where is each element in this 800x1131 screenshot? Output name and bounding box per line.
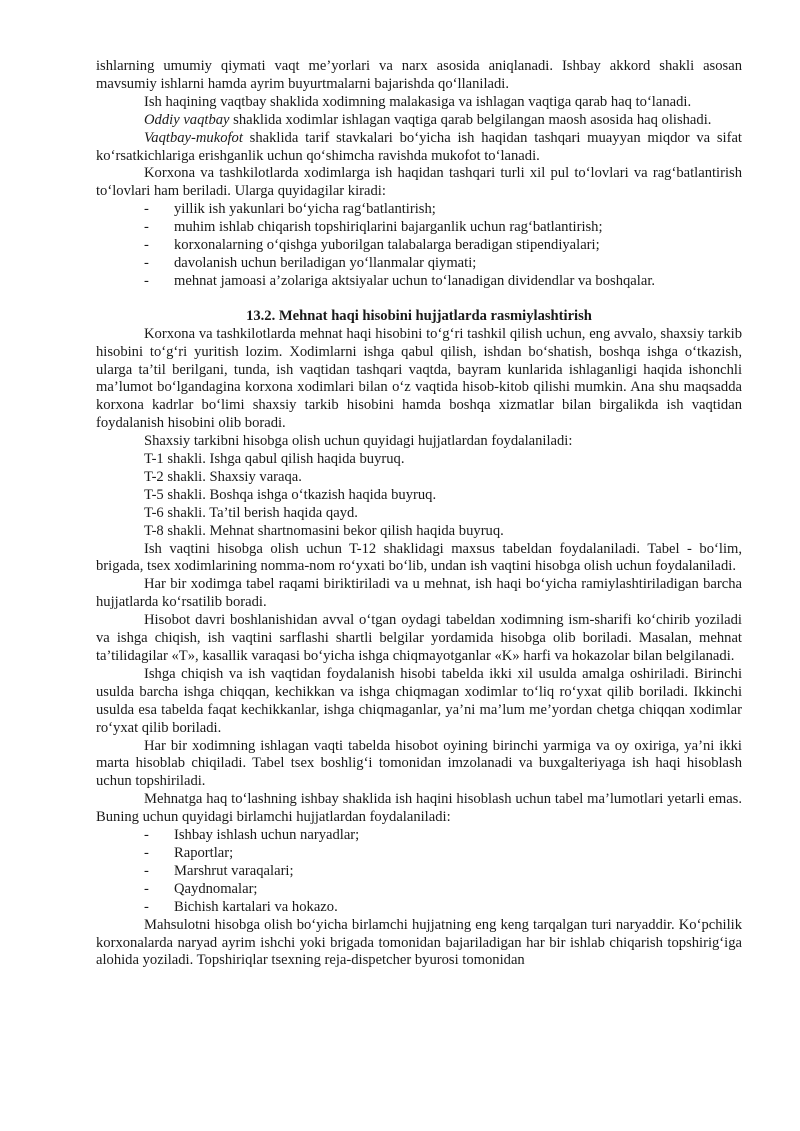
paragraph-akkord: ishlarning umumiy qiymati vaqt me’yorlari va narx asosida aniqlanadi. Ishbay akkord shakli asosan mavsumiy ishlarni hamda ayrim buyurtmalarni bajarishda qo‘llaniladi. <box>96 58 742 92</box>
form-line: T-6 shakli. Ta’til berish haqida qayd. <box>144 504 358 521</box>
paragraph-hujjatlar: Shaxsiy tarkibni hisobga olish uchun quyidagi hujjatlardan foydalaniladi: <box>144 433 573 450</box>
form-line: T-5 shakli. Boshqa ishga o‘tkazish haqida buyruq. <box>144 486 437 503</box>
term-oddiy-vaqtbay: Oddiy vaqtbay <box>144 111 230 128</box>
section-heading: 13.2. Mehnat haqi hisobini hujjatlarda rasmiylashtirish <box>246 307 592 324</box>
form-line: T-2 shakli. Shaxsiy varaqa. <box>144 468 302 485</box>
paragraph-hisobot-davri: Hisobot davri boshlanishidan avval o‘tgan oydagi tabeldan xodimning ism-sharifi ko‘chirib yoziladi va ishga chiqish, ish vaqtini sarflashi shartli belgilar yordamida hisobga olib boriladi. Masalan, mehnat ta’tilidagilar «T», kasallik varaqasi bo‘yicha ishga chiqmayotganlar «K» harfi va hokazolar bilan belgilanadi. <box>96 612 742 664</box>
payments-list <box>96 201 742 291</box>
paragraph-shaxsiy-tarkib: Korxona va tashkilotlarda mehnat haqi hisobini to‘g‘ri tashkil qilish uchun, eng avvalo, shaxsiy tarkib hisobini to‘g‘ri yuritish lozim. Xodimlarni ishga qabul qilish, ishdan bo‘shatish, boshqa ishga o‘tkazish, ularga ta’til berilgani, tunda, ish vaqtidan tashqari vaqtda, bayram kunlarida ishlaganligi haqida ishonchli ma’lumot bo‘lgandagina korxona xodimlari bilan o‘z vaqtida hisob-kitob qilishi mumkin. Ana shu maqsadda korxona kadrlar bo‘limi shaxsiy tarkib hisobini hamda boshqa xizmatlar bilan birgalikda ish vaqtidan foydalanish hisobini olib boradi. <box>96 325 742 432</box>
list-item: - Ishbay ishlash uchun naryadlar; <box>96 827 742 845</box>
paragraph-ikki-usul: Ishga chiqish va ish vaqtidan foydalanish hisobi tabelda ikki xil usulda amalga oshiriladi. Birinchi usulda barcha ishga chiqqan, kechikkan va ishga chiqmagan xodimlar to‘liq ro‘yxat qilib boriladi. Ikkinchi usulda esa tabelda faqat kechikkanlar, ishga chiqmaganlar, ya’ni ma’lum me’yordan chetga chiqqan xodimlar ro‘yxat qilib boriladi. <box>96 665 742 736</box>
list-item: - mehnat jamoasi a’zolariga aktsiyalar uchun to‘lanadigan dividendlar va boshqalar. <box>96 273 742 291</box>
paragraph-ishlagan-vaqt: Har bir xodimning ishlagan vaqti tabelda hisobot oyining birinchi yarmiga va oy oxiriga, ya’ni ikki marta hisoblab chiqiladi. Tabel tsex boshlig‘i tomonidan imzolanadi va buxgalteriyaga ish haqi hisoblash uchun topshiriladi. <box>96 737 742 790</box>
list-item: - korxonalarning o‘qishga yuborilgan talabalarga beradigan stipendiyalari; <box>96 237 742 255</box>
paragraph-tabel-raqami: Har bir xodimga tabel raqami biriktiriladi va u mehnat, ish haqi bo‘yicha ramiylashtiriladigan barcha hujjatlarda ko‘rsatilib boradi. <box>96 576 742 611</box>
paragraph-vaqtbay-mukofot <box>96 130 742 166</box>
paragraph-ishbay: Mehnatga haq to‘lashning ishbay shaklida ish haqini hisoblash uchun tabel ma’lumotlari yetarli emas. Buning uchun quyidagi birlamchi hujjatlardan foydalaniladi: <box>96 791 742 826</box>
list-item: - Raportlar; <box>96 845 742 863</box>
list-item: - yillik ish yakunlari bo‘yicha rag‘batlantirish; <box>96 201 742 219</box>
paragraph-tolovlar: Korxona va tashkilotlarda xodimlarga ish haqidan tashqari turli xil pul to‘lovlari va rag‘batlantirish to‘lovlari ham beriladi. Ularga quyidagilar kiradi: <box>96 165 742 200</box>
form-line: T-1 shakli. Ishga qabul qilish haqida buyruq. <box>144 451 405 468</box>
paragraph-oddiy-vaqtbay-text: shaklida xodimlar ishlagan vaqtiga qarab belgilangan maosh asosida haq olishadi. <box>229 111 712 128</box>
list-item: - davolanish uchun beriladigan yo‘llanmalar qiymati; <box>96 255 742 273</box>
document-page <box>96 58 742 970</box>
form-line: T-8 shakli. Mehnat shartnomasini bekor qilish haqida buyruq. <box>144 522 504 539</box>
list-item: - muhim ishlab chiqarish topshiriqlarini bajarganlik uchun rag‘batlantirish; <box>96 219 742 237</box>
list-item: - Qaydnomalar; <box>96 881 742 899</box>
paragraph-vaqtbay-mukofot-text: shaklida tarif stavkalari bo‘yicha ish haqidan tashqari muayyan miqdor va sifat ko‘rsatkichlariga erishganlik uchun qo‘shimcha ravishda mukofot to‘lanadi. <box>96 129 742 164</box>
paragraph-tabel: Ish vaqtini hisobga olish uchun T-12 shaklidagi maxsus tabeldan foydalaniladi. Tabel - bo‘lim, brigada, tsex xodimlarining nomma-nom ro‘yxati bo‘lib, undan ish vaqtini hisobga olish uchun foydalaniladi. <box>96 540 742 575</box>
primary-documents-list <box>96 827 742 917</box>
paragraph-vaqtbay: Ish haqining vaqtbay shaklida xodimning malakasiga va ishlagan vaqtiga qarab haq to‘lanadi. <box>144 93 692 110</box>
list-item: - Bichish kartalari va hokazo. <box>96 899 742 917</box>
paragraph-oddiy-vaqtbay <box>96 112 742 130</box>
term-vaqtbay-mukofot: Vaqtbay-mukofot <box>144 129 243 146</box>
paragraph-naryad: Mahsulotni hisobga olish bo‘yicha birlamchi hujjatning eng keng tarqalgan turi naryaddir. Ko‘pchilik korxonalarda naryad ayrim ishchi yoki brigada tomonidan bajariladigan har bir ishlab chiqarish topshirig‘iga alohida yoziladi. Topshiriqlar tsexning reja-dispetcher byurosi tomonidan <box>96 916 742 969</box>
list-item: - Marshrut varaqalari; <box>96 863 742 881</box>
